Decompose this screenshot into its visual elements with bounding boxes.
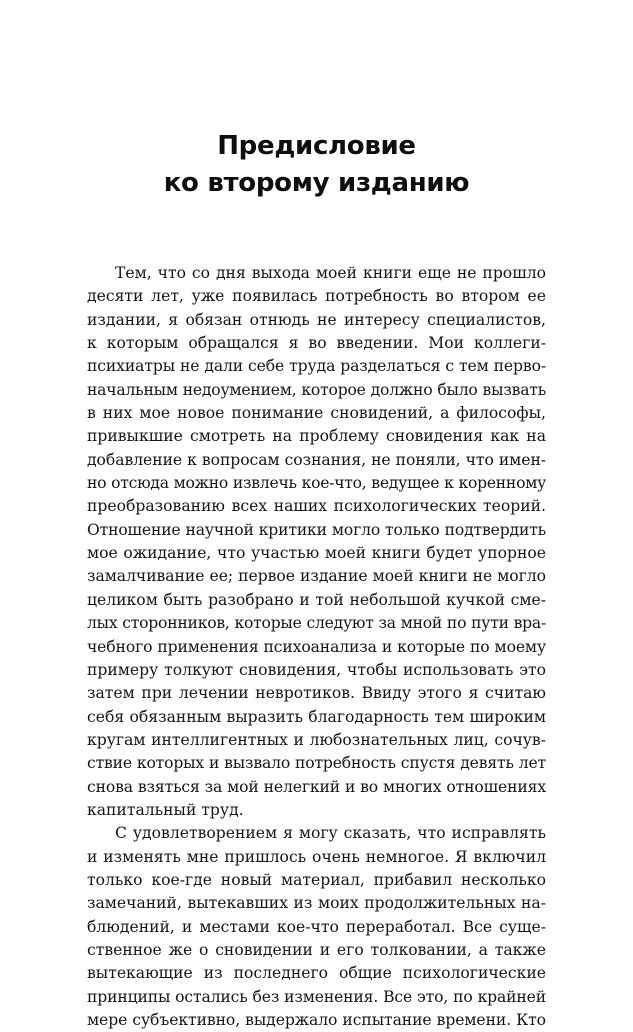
text-line: замалчивание ее; первое издание моей книги не могло — [87, 567, 546, 586]
text-line: вытекающие из последнего общие психологические — [87, 964, 546, 983]
text-line: психиатры не дали себе труда разделаться с тем перво- — [87, 357, 546, 376]
text-line: кругам интеллигентных и любознательных лиц, сочув- — [87, 730, 546, 749]
text-line: лых сторонников, которые следуют за мной по пути вра- — [87, 614, 546, 633]
text-line: ствие которых и вызвало потребность спустя девять лет — [87, 754, 546, 773]
text-line: замечаний, вытекавших из моих продолжительных на- — [87, 894, 546, 913]
text-line: в них мое новое понимание сновидений, а философы, — [87, 404, 546, 423]
text-line: себя обязанным выразить благодарность тем широким — [87, 707, 546, 726]
text-line: преобразованию всех наших психологических теорий. — [87, 497, 546, 516]
text-line: С удовлетворением я могу сказать, что исправлять — [115, 824, 546, 843]
text-line: блюдений, и местами кое-что переработал. Все суще- — [87, 917, 546, 936]
text-line: и изменять мне пришлось очень немногое. Я включил — [87, 847, 546, 866]
text-line: затем при лечении невротиков. Ввиду этого я считаю — [87, 684, 546, 703]
chapter-title-line-1: Предисловие — [217, 131, 416, 161]
text-line: Отношение научной критики могло только подтвердить — [87, 520, 546, 539]
text-line: начальным недоумением, которое должно было вызвать — [87, 380, 546, 399]
text-line: Тем, что со дня выхода моей книги еще не прошло — [115, 264, 546, 282]
body-text — [87, 262, 546, 1032]
text-line: целиком быть разобрано и той небольшой кучкой сме- — [87, 590, 546, 609]
text-line: только кое-где новый материал, прибавил несколько — [87, 870, 546, 889]
paragraph-1 — [87, 262, 546, 822]
chapter-title-line-2: ко второму изданию — [163, 168, 470, 198]
text-line: снова взяться за мой нелегкий и во многих отношениях — [87, 777, 546, 796]
text-line: капитальный труд. — [87, 800, 244, 819]
text-line: но отсюда можно извлечь кое-что, ведущее к коренному — [87, 474, 546, 493]
text-line: десяти лет, уже появилась потребность во втором ее — [87, 287, 546, 306]
text-line: добавление к вопросам сознания, не поняли, что имен- — [87, 450, 546, 469]
text-line: мое ожидание, что участью моей книги будет упорное — [87, 544, 546, 563]
text-line: к которым обращался я во введении. Мои коллеги- — [87, 334, 546, 353]
text-line: чебного применения психоанализа и которые по моему — [87, 637, 546, 656]
text-line: мере субъективно, выдержало испытание времени. Кто — [87, 1011, 546, 1029]
text-line: издании, я обязан отнюдь не интересу специалистов, — [87, 310, 546, 329]
text-line: примеру толкуют сновидения, чтобы использовать это — [87, 660, 546, 679]
text-line: привыкшие смотреть на проблему сновидения как на — [87, 427, 546, 446]
text-line: ственное же о сновидении и его толковании, а также — [87, 940, 546, 959]
text-line: принципы остались без изменения. Все это, по крайней — [87, 987, 546, 1006]
